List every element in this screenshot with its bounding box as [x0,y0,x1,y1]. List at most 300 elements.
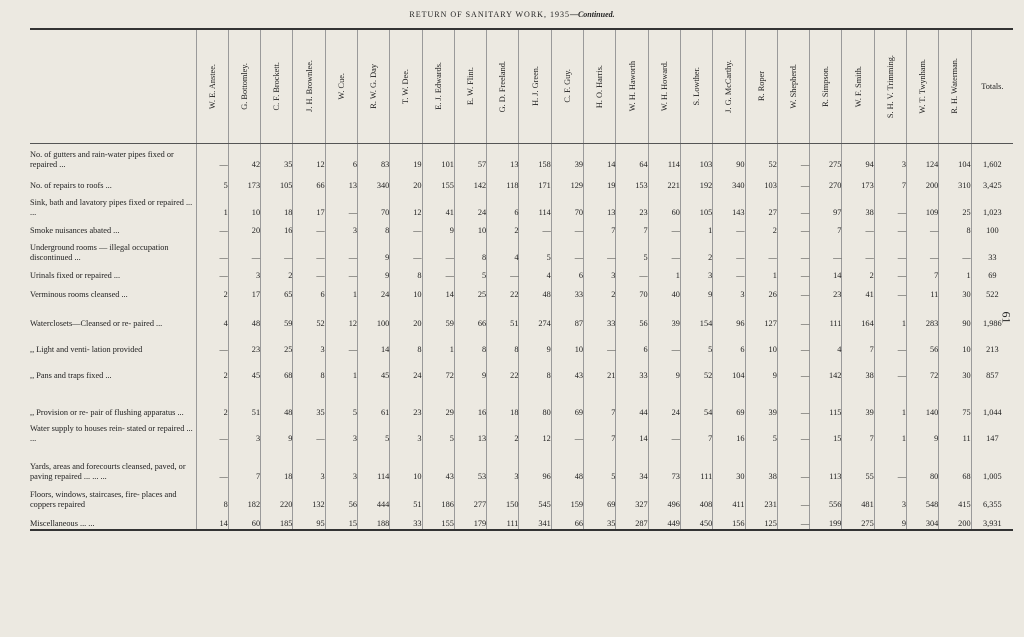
table-cell: 3 [584,263,616,281]
table-cell: 9 [454,355,486,381]
inspector-column-header [357,29,389,143]
table-cell: 83 [357,143,389,170]
table-cell: 159 [551,482,583,510]
table-cell: 6 [325,143,357,170]
table-cell: — [325,263,357,281]
row-total: 1,602 [983,160,1002,169]
inspector-name: C. F. Brockett. [272,62,282,111]
table-cell: 132 [293,482,325,510]
table-cell: 12 [390,191,422,218]
table-cell: 12 [519,418,551,444]
table-cell: — [293,218,325,236]
table-cell: — [777,444,809,482]
table-cell: 105 [680,191,712,218]
table-cell: 3 [228,418,260,444]
inspector-column-header [390,29,422,143]
table-cell: — [196,236,228,263]
table-cell: 7 [584,218,616,236]
table-cell: 8 [454,329,486,355]
table-cell: 4 [519,263,551,281]
table-cell: 48 [519,281,551,300]
table-cell: 3 [293,444,325,482]
table-cell: 277 [454,482,486,510]
table-row [30,418,1013,444]
table-cell: 66 [454,300,486,329]
table-cell: 16 [454,381,486,418]
table-cell: — [777,329,809,355]
table-cell: 9 [907,418,939,444]
table-cell: 6 [616,329,648,355]
table-cell: 43 [422,444,454,482]
table-cell: 23 [810,281,842,300]
inspector-name: S. Lowther. [692,67,702,106]
inspector-column-header [713,29,745,143]
table-cell: 38 [745,444,777,482]
inspector-name: J. H. Brownlee. [304,60,314,113]
table-cell: 96 [713,300,745,329]
table-cell: 27 [745,191,777,218]
table-cell: 9 [357,236,389,263]
table-cell: 173 [228,170,260,191]
table-cell: 48 [228,300,260,329]
table-cell: 153 [616,170,648,191]
table-cell: 39 [648,300,680,329]
table-cell: — [196,418,228,444]
table-cell: 411 [713,482,745,510]
table-cell: 545 [519,482,551,510]
table-row [30,263,1013,281]
row-label: Urinals fixed or repaired ... [30,263,196,281]
table-cell: 29 [422,381,454,418]
table-cell: — [551,218,583,236]
table-cell: 287 [616,510,648,530]
table-cell: 220 [261,482,293,510]
table-cell: 5 [745,418,777,444]
row-label: No. of repairs to roofs ... [30,170,196,191]
table-cell: 44 [616,381,648,418]
inspector-column-header [519,29,551,143]
table-cell: 155 [422,170,454,191]
table-cell: 14 [584,143,616,170]
table-cell: — [874,444,906,482]
table-row [30,191,1013,218]
row-label: ,, Provision or re- pair of flushing apparatus ... [30,381,196,418]
table-cell: 10 [390,281,422,300]
table-cell: 68 [261,355,293,381]
table-cell: 9 [648,355,680,381]
table-cell: 114 [357,444,389,482]
table-cell: 4 [810,329,842,355]
table-cell: 155 [422,510,454,530]
table-cell: 13 [454,418,486,444]
table-cell: 143 [713,191,745,218]
table-cell: 51 [390,482,422,510]
table-cell: 408 [680,482,712,510]
table-cell: 481 [842,482,874,510]
table-cell: 90 [939,300,971,329]
table-cell: 18 [487,381,519,418]
table-cell: 1 [874,300,906,329]
table-cell: 113 [810,444,842,482]
table-cell: 111 [487,510,519,530]
table-cell: — [874,191,906,218]
table-cell: — [390,236,422,263]
table-cell: — [777,510,809,530]
table-row [30,143,1013,170]
table-cell: 48 [551,444,583,482]
table-cell: — [907,218,939,236]
table-cell: 4 [196,300,228,329]
table-cell: 43 [551,355,583,381]
table-cell: 3 [680,263,712,281]
table-cell: 33 [551,281,583,300]
table-cell: 60 [228,510,260,530]
table-cell: 5 [584,444,616,482]
table-cell: — [842,236,874,263]
row-label: ,, Pans and traps fixed ... [30,355,196,381]
table-cell: 104 [939,143,971,170]
table-cell: 34 [616,444,648,482]
table-row [30,510,1013,530]
table-cell: 19 [390,143,422,170]
table-cell: 22 [487,355,519,381]
table-cell: 12 [325,300,357,329]
table-cell: 7 [810,218,842,236]
table-cell: 192 [680,170,712,191]
table-cell: 15 [325,510,357,530]
table-cell: 70 [616,281,648,300]
inspector-name: W. Shepherd. [788,63,798,109]
table-cell: 3 [874,482,906,510]
table-cell: — [777,482,809,510]
table-cell: 7 [842,329,874,355]
inspector-name: R. H. Waterman. [950,58,960,115]
table-cell: 35 [293,381,325,418]
table-cell: — [648,236,680,263]
table-cell: 7 [584,381,616,418]
table-cell: 1 [325,355,357,381]
table-cell: 14 [196,510,228,530]
table-cell: 6 [713,329,745,355]
inspector-column-header [616,29,648,143]
table-cell: 3 [390,418,422,444]
table-cell: 10 [551,329,583,355]
inspector-name: J. G. McCarthy. [724,59,734,113]
table-cell: 69 [584,482,616,510]
table-cell: 1 [939,263,971,281]
inspector-name: W. F. Smith. [853,65,863,107]
table-cell: 188 [357,510,389,530]
table-cell: 59 [261,300,293,329]
table-cell: 2 [487,218,519,236]
table-cell: 7 [680,418,712,444]
inspector-name: W. H. Howard. [659,61,669,112]
table-cell: 200 [939,510,971,530]
table-row [30,444,1013,482]
table-cell: 35 [261,143,293,170]
table-cell: 69 [551,381,583,418]
table-cell: 39 [842,381,874,418]
table-cell: — [293,236,325,263]
table-cell: 20 [390,170,422,191]
table-cell: — [584,329,616,355]
table-cell: — [293,418,325,444]
table-cell: 39 [745,381,777,418]
table-row [30,218,1013,236]
table-cell: 10 [454,218,486,236]
table-cell: 6 [293,281,325,300]
inspector-column-header [196,29,228,143]
inspector-column-header [810,29,842,143]
table-cell: 111 [680,444,712,482]
table-cell: 164 [842,300,874,329]
table-cell: 8 [487,329,519,355]
table-cell: 15 [810,418,842,444]
table-cell: — [325,329,357,355]
inspector-name: W. Cue. [336,72,346,100]
table-cell: — [551,418,583,444]
table-cell: 182 [228,482,260,510]
table-cell: — [422,263,454,281]
table-cell: — [777,263,809,281]
table-cell: 275 [810,143,842,170]
table-cell: — [777,418,809,444]
table-cell: — [777,381,809,418]
row-label: Verminous rooms cleansed ... [30,281,196,300]
table-cell: 52 [680,355,712,381]
inspector-column-header [745,29,777,143]
table-cell: 30 [713,444,745,482]
table-cell: 45 [228,355,260,381]
table-cell: 70 [551,191,583,218]
inspector-name: G. D. Freeland. [498,60,508,112]
table-cell: — [196,329,228,355]
table-cell: 13 [325,170,357,191]
totals-label: Totals. [981,81,1004,91]
table-cell: 10 [745,329,777,355]
table-cell: 96 [519,444,551,482]
table-cell: — [325,236,357,263]
inspector-column-header [584,29,616,143]
inspector-name: C. F. Guy. [562,69,572,104]
table-cell: — [551,236,583,263]
table-cell: 158 [519,143,551,170]
inspector-column-header [842,29,874,143]
table-cell: 2 [680,236,712,263]
table-cell: 7 [616,218,648,236]
table-cell: 11 [939,418,971,444]
table-cell: 114 [519,191,551,218]
row-label: Smoke nuisances abated ... [30,218,196,236]
table-cell: 13 [487,143,519,170]
table-cell: 18 [261,444,293,482]
table-cell: 2 [261,263,293,281]
table-cell: 1 [196,191,228,218]
inspector-column-header [551,29,583,143]
table-cell: 8 [519,355,551,381]
table-cell: 9 [745,355,777,381]
table-cell: 142 [454,170,486,191]
row-label: Floors, windows, staircases, fire- places and coppers repaired [30,482,196,510]
row-label: Yards, areas and forecourts cleansed, paved, or paving repaired ... ... ... [30,444,196,482]
table-cell: 154 [680,300,712,329]
table-cell: — [648,218,680,236]
table-cell: 38 [842,355,874,381]
table-cell: 33 [390,510,422,530]
table-cell: 68 [939,444,971,482]
inspector-name: H. J. Green. [530,66,540,107]
inspector-column-header [325,29,357,143]
table-cell: — [874,329,906,355]
table-cell: 2 [196,355,228,381]
table-row [30,281,1013,300]
table-cell: 109 [907,191,939,218]
table-cell: — [713,236,745,263]
table-cell: 6 [551,263,583,281]
table-cell: 94 [842,143,874,170]
row-total: 213 [986,345,999,354]
table-cell: 5 [454,263,486,281]
table-cell: 142 [810,355,842,381]
table-cell: 2 [196,281,228,300]
table-cell: — [648,418,680,444]
table-cell: 1 [745,263,777,281]
table-cell: — [196,263,228,281]
row-total: 3,931 [971,510,1013,530]
table-cell: 103 [745,170,777,191]
table-cell: 115 [810,381,842,418]
table-cell: 8 [357,218,389,236]
table-cell: 73 [648,444,680,482]
table-cell: 56 [616,300,648,329]
table-cell: — [777,355,809,381]
table-cell: 75 [939,381,971,418]
inspector-name: E. W. Flint. [466,67,476,106]
table-cell: 327 [616,482,648,510]
table-cell: 8 [293,355,325,381]
table-cell: 80 [907,444,939,482]
table-cell: 12 [293,143,325,170]
table-cell: 5 [616,236,648,263]
table-cell: 35 [584,510,616,530]
table-cell: 55 [842,444,874,482]
row-label: Miscellaneous ... ... [30,510,196,530]
table-cell: 3 [874,143,906,170]
table-cell: 1 [680,218,712,236]
table-cell: 95 [293,510,325,530]
table-cell: 19 [584,170,616,191]
table-cell: — [390,218,422,236]
table-cell: 33 [584,300,616,329]
row-total: 3,425 [983,181,1002,190]
table-cell: — [487,263,519,281]
row-label: No. of gutters and rain-water pipes fixed or repaired ... [30,143,196,170]
table-cell: 56 [325,482,357,510]
table-cell: 9 [874,510,906,530]
table-cell: 22 [487,281,519,300]
table-cell: 185 [261,510,293,530]
table-cell: 60 [648,191,680,218]
table-cell: 496 [648,482,680,510]
table-cell: 72 [422,355,454,381]
table-row [30,482,1013,510]
table-cell: 25 [261,329,293,355]
table-cell: 3 [325,444,357,482]
table-cell: 8 [939,218,971,236]
table-cell: 13 [584,191,616,218]
table-cell: 8 [454,236,486,263]
table-cell: 39 [551,143,583,170]
table-cell: 80 [519,381,551,418]
table-cell: 53 [454,444,486,482]
table-cell: 7 [228,444,260,482]
table-cell: — [777,300,809,329]
inspector-column-header [487,29,519,143]
table-cell: — [196,444,228,482]
table-cell: 24 [648,381,680,418]
table-cell: 41 [842,281,874,300]
row-total: 147 [986,434,999,443]
table-cell: 7 [874,170,906,191]
table-cell: — [325,191,357,218]
table-cell: — [261,236,293,263]
table-cell: 87 [551,300,583,329]
table-cell: 2 [745,218,777,236]
row-total: 33 [988,253,997,262]
table-cell: 42 [228,143,260,170]
row-label: Sink, bath and lavatory pipes fixed or repaired ... ... [30,191,196,218]
table-cell: — [293,263,325,281]
table-cell: — [228,236,260,263]
inspector-column-header [907,29,939,143]
table-cell: 64 [616,143,648,170]
table-cell: 548 [907,482,939,510]
table-cell: 341 [519,510,551,530]
table-cell: 3 [293,329,325,355]
table-cell: 11 [907,281,939,300]
table-cell: 66 [293,170,325,191]
table-row [30,236,1013,263]
table-cell: 5 [196,170,228,191]
table-cell: 2 [842,263,874,281]
table-cell: 9 [519,329,551,355]
page-number: 61 [999,311,1014,324]
inspector-name: W. E. Anstee. [207,63,217,109]
table-cell: 5 [357,418,389,444]
table-cell: 2 [487,418,519,444]
table-cell: 118 [487,170,519,191]
table-cell: 2 [584,281,616,300]
table-cell: 1 [874,381,906,418]
table-row [30,300,1013,329]
table-row [30,355,1013,381]
row-total: 100 [986,226,999,235]
table-cell: 124 [907,143,939,170]
inspector-column-header [874,29,906,143]
totals-column-header [971,29,1013,143]
row-total: 1,044 [983,408,1002,417]
table-cell: 7 [907,263,939,281]
table-cell: 5 [519,236,551,263]
table-cell: 21 [584,355,616,381]
table-cell: 103 [680,143,712,170]
table-cell: 40 [648,281,680,300]
table-cell: 38 [842,191,874,218]
table-cell: — [777,281,809,300]
table-cell: 5 [422,418,454,444]
table-cell: 30 [939,355,971,381]
table-cell: 9 [357,263,389,281]
